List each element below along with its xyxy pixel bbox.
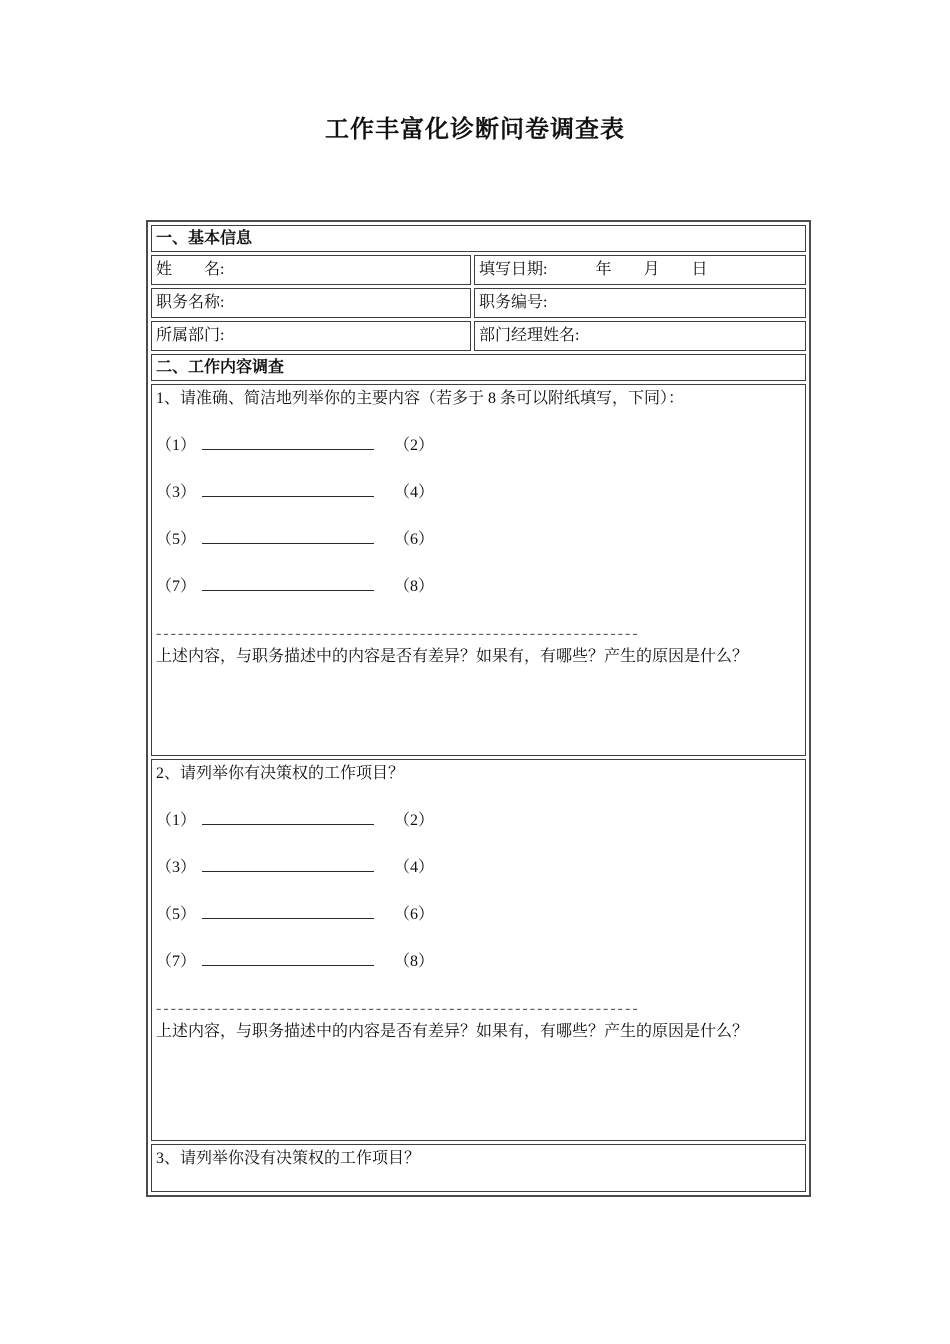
item-number-label: （6） — [394, 906, 435, 923]
question-2-followup: 上述内容，与职务描述中的内容是否有差异？如果有，有哪些？产生的原因是什么？ — [156, 1023, 749, 1040]
page-title: 工作丰富化诊断问卷调查表 — [325, 117, 625, 143]
blank-line — [156, 598, 801, 622]
fill-item-row — [156, 903, 801, 926]
item-number-label: （2） — [394, 812, 435, 829]
item-number-label: （5） — [156, 906, 197, 923]
table-row — [151, 321, 806, 351]
item-number-label: （4） — [394, 484, 435, 501]
job-number-field-cell[interactable]: 职务编号: — [474, 288, 806, 318]
item-number-label: （7） — [156, 953, 197, 970]
item-number-label: （1） — [156, 812, 197, 829]
manager-name-field-cell[interactable]: 部门经理姓名: — [474, 321, 806, 351]
table-row — [151, 759, 806, 1141]
question-2-prompt: 2、请列举你有决策权的工作项目？ — [156, 765, 405, 782]
item-number-label: （6） — [394, 531, 435, 548]
table-row — [151, 1144, 806, 1192]
question-3-cell — [151, 1144, 806, 1192]
question-1-prompt: 1、请准确、简洁地列举你的主要内容（若多于 8 条可以附纸填写，下同）： — [156, 390, 685, 407]
section-header-basic-info: 一、基本信息 — [151, 225, 806, 252]
dashed-divider: ------------------------------------------------------------------ — [156, 625, 640, 642]
table-row — [151, 255, 806, 285]
blank-line — [156, 832, 801, 856]
fill-item-row — [156, 809, 801, 832]
item-number-label: （3） — [156, 484, 197, 501]
blank-line — [156, 785, 801, 809]
fill-date-field-cell[interactable]: 填写日期: 年 月 日 — [474, 255, 806, 285]
item-number-label: （1） — [156, 437, 197, 454]
fill-item-row — [156, 434, 801, 457]
dashed-divider: ------------------------------------------------------------------ — [156, 1000, 640, 1017]
item-number-label: （3） — [156, 859, 197, 876]
blank-line — [156, 410, 801, 434]
fill-blank-line[interactable] — [202, 434, 374, 450]
item-number-label: （2） — [394, 437, 435, 454]
question-1-cell — [151, 384, 806, 756]
blank-line — [156, 879, 801, 903]
fill-blank-line[interactable] — [202, 481, 374, 497]
item-number-label: （8） — [394, 953, 435, 970]
fill-item-row — [156, 856, 801, 879]
fill-blank-line[interactable] — [202, 856, 374, 872]
blank-line — [156, 504, 801, 528]
department-field-cell[interactable]: 所属部门: — [151, 321, 471, 351]
fill-blank-line[interactable] — [202, 575, 374, 591]
fill-blank-line[interactable] — [202, 809, 374, 825]
fill-blank-line[interactable] — [202, 903, 374, 919]
question-1-followup: 上述内容，与职务描述中的内容是否有差异？如果有，有哪些？产生的原因是什么？ — [156, 648, 749, 665]
fill-item-row — [156, 528, 801, 551]
name-field-cell[interactable]: 姓 名: — [151, 255, 471, 285]
questionnaire-table — [146, 220, 811, 1197]
job-title-field-cell[interactable]: 职务名称: — [151, 288, 471, 318]
table-row — [151, 384, 806, 756]
table-row — [151, 288, 806, 318]
item-number-label: （5） — [156, 531, 197, 548]
blank-line — [156, 457, 801, 481]
fill-blank-line[interactable] — [202, 950, 374, 966]
table-row — [151, 225, 806, 252]
question-3-prompt: 3、请列举你没有决策权的工作项目？ — [156, 1150, 421, 1167]
blank-line — [156, 973, 801, 997]
fill-blank-line[interactable] — [202, 528, 374, 544]
item-number-label: （8） — [394, 578, 435, 595]
item-number-label: （4） — [394, 859, 435, 876]
fill-item-row — [156, 481, 801, 504]
blank-line — [156, 926, 801, 950]
fill-item-row — [156, 950, 801, 973]
fill-item-row — [156, 575, 801, 598]
table-row — [151, 354, 806, 381]
section-header-work-content-survey: 二、工作内容调查 — [151, 354, 806, 381]
question-2-cell — [151, 759, 806, 1141]
item-number-label: （7） — [156, 578, 197, 595]
blank-line — [156, 551, 801, 575]
